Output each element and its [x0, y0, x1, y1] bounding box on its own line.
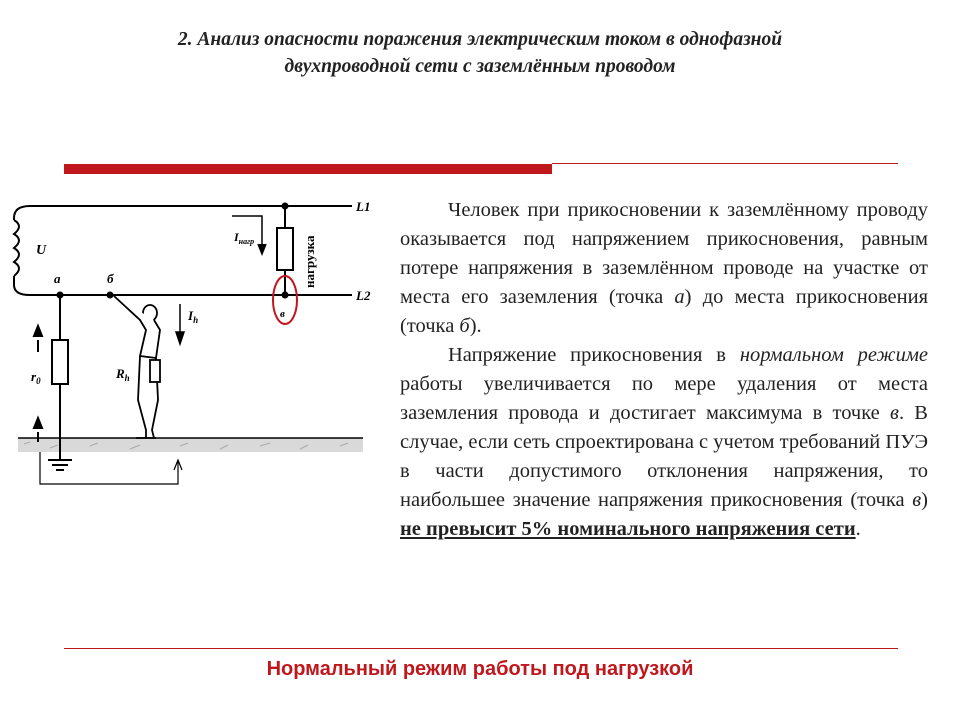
r0-resistor: [52, 340, 68, 384]
paragraph-2: Напряжение прикосновения в нормальном режиме работы увеличивается по мере удаления от места заземления провода и достигает максимума в точке в. В случае, если сеть спроектирована с учетом требований ПУЭ в части допустимого отклонения напряжения, то наибольшее значение напряжения прикосновения (точка в) не превысит 5% номинального напряжения сети.: [400, 344, 929, 540]
paragraph-1: Человек при прикосновении к заземлённому проводу оказывается под напряжением прикосновения, равным потере напряжения в заземлённом проводе на участке от места его заземления (точка а) до места прикосновения (точка б).: [400, 199, 928, 337]
human-current-arrow-icon: [176, 304, 184, 344]
label-v: в: [280, 308, 285, 320]
label-u: U: [36, 243, 47, 258]
current-return-path: [40, 452, 182, 484]
emphasis-limit: не превысит 5% номинального напряжения сети: [400, 518, 856, 540]
thin-divider-line: [552, 163, 898, 164]
load-resistor: [277, 228, 293, 270]
title-line-1: 2. Анализ опасности поражения электрическим током в однофазной: [177, 29, 783, 50]
label-ih: $I_h$: [188, 308, 199, 325]
explanation-text: [400, 196, 928, 544]
ground-surface: [18, 438, 363, 452]
source-winding-icon: [14, 206, 30, 295]
label-b: б: [107, 271, 114, 286]
red-divider-bar: [64, 164, 552, 174]
diagram-caption: Нормальный режим работы под нагрузкой: [266, 658, 694, 680]
label-r0: $r_0$: [31, 369, 41, 386]
label-l2: L2: [356, 288, 371, 303]
title-line-2: двухпроводной сети с заземлённым проводом: [284, 56, 676, 77]
label-l1: L1: [356, 199, 371, 214]
label-iload: $I_{нагр}$: [234, 230, 255, 246]
page-title: [80, 26, 880, 80]
label-load: нагрузка: [302, 235, 317, 288]
bottom-divider-line: [64, 648, 898, 649]
circuit-diagram: [0, 180, 380, 500]
label-rh: $R_h$: [116, 366, 130, 383]
label-a: а: [54, 271, 61, 286]
ground-icon: [48, 460, 72, 470]
